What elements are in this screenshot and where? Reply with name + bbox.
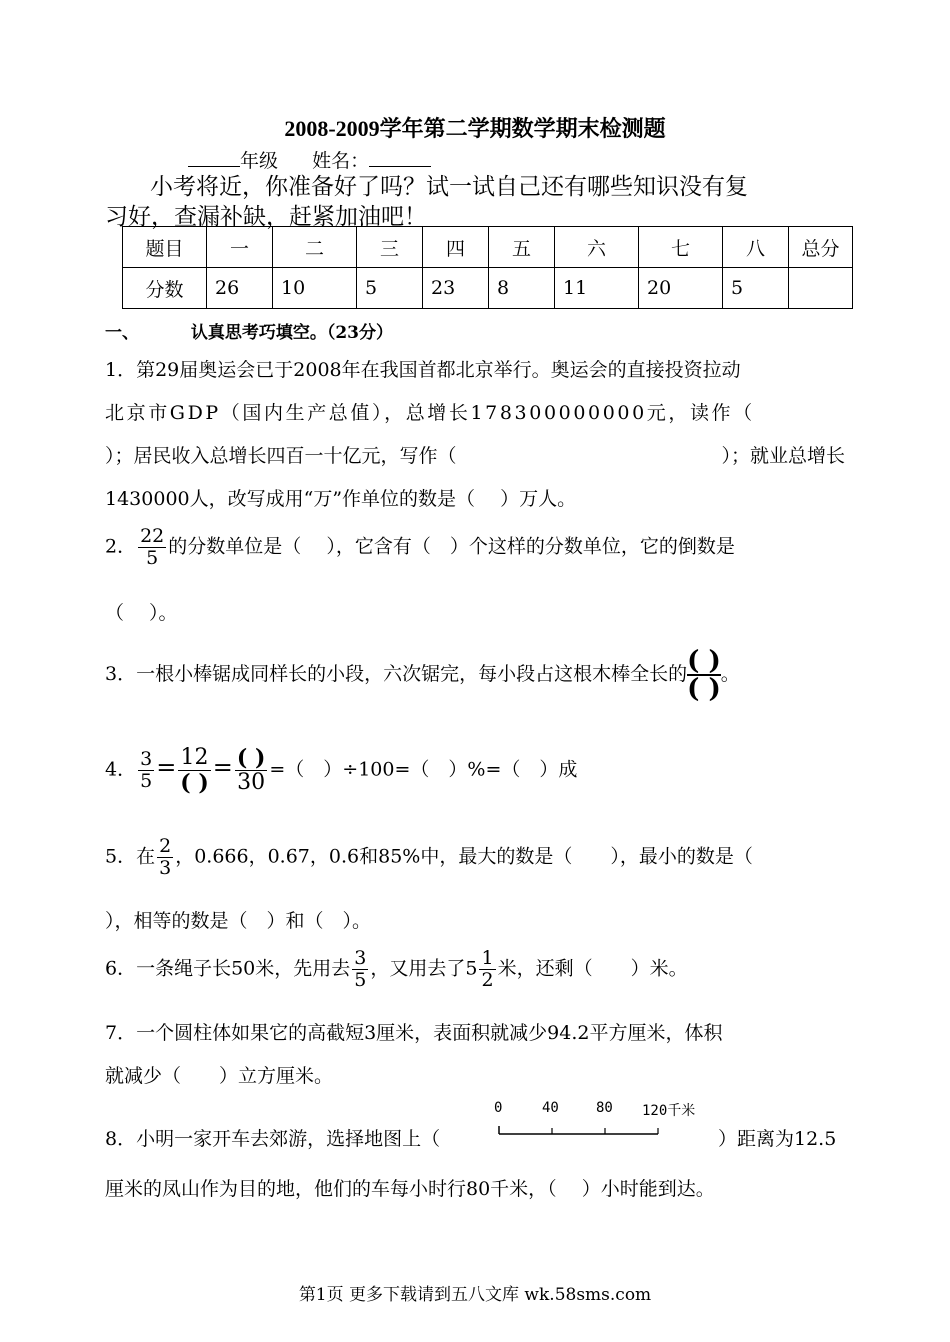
equals-sign: = — [156, 753, 177, 782]
fraction-numerator: 12 — [178, 746, 210, 771]
scale-label: 0 — [494, 1100, 503, 1116]
q1-line-2: 北京市GDP（国内生产总值），总增长178300000000元，读作（ — [105, 402, 755, 424]
scale-label: 40 — [542, 1100, 559, 1116]
fraction-numerator: 1 — [481, 947, 494, 969]
fraction-denominator[interactable]: ( ) — [180, 770, 209, 797]
q8-line-1-b: ）距离为12.5 — [718, 1128, 837, 1150]
score-table — [122, 226, 853, 309]
q5-line-2: ），相等的数是（ ）和（ ）。 — [105, 910, 372, 932]
q2-line-2: （ ）。 — [105, 602, 178, 624]
table-cell: 分数 — [123, 268, 207, 309]
q6-fraction-1 — [352, 948, 368, 991]
section-title: 认真思考巧填空。（23分） — [190, 323, 394, 343]
q6-text-b: ，又用去了5 — [370, 957, 478, 980]
q6-text-a: 6．一条绳子长50米，先用去 — [105, 957, 351, 980]
q4-fraction-3 — [235, 746, 267, 795]
table-cell: 题目 — [123, 227, 207, 268]
table-cell: 五 — [489, 227, 555, 268]
q6-text-c: 米，还剩（ ）米。 — [497, 957, 688, 980]
fraction-denominator: 2 — [481, 968, 494, 991]
table-cell: 四 — [423, 227, 489, 268]
q5-line-1 — [105, 836, 753, 879]
table-cell: 5 — [357, 268, 423, 309]
intro-line-1: 小考将近，你准备好了吗？试一试自己还有哪些知识没有复 — [150, 174, 748, 200]
q4-line — [105, 746, 577, 795]
q2-fraction — [138, 526, 166, 569]
fraction-denominator: 5 — [146, 546, 159, 569]
q8-line-2: 厘米的凤山作为目的地，他们的车每小时行80千米，（ ）小时能到达。 — [105, 1178, 715, 1200]
section-number: 一、 — [105, 323, 139, 343]
grade-label: 年级 — [240, 150, 279, 172]
q3-blank-fraction[interactable] — [687, 648, 721, 702]
fraction-numerator[interactable]: ( ) — [236, 745, 266, 771]
q3-line — [105, 648, 740, 702]
equals-sign: = — [212, 753, 233, 782]
q3-end: 。 — [720, 663, 740, 685]
q1-line-4: 1430000人，改写成用“万”作单位的数是（ ）万人。 — [105, 488, 577, 510]
intro-line-2: 习好，查漏补缺，赶紧加油吧！ — [105, 204, 427, 230]
fraction-denominator: 3 — [159, 856, 172, 879]
table-cell: 一 — [207, 227, 273, 268]
q6-fraction-2 — [479, 948, 495, 991]
name-blank[interactable] — [369, 148, 431, 167]
fraction-numerator: 2 — [159, 835, 172, 857]
page-footer: 第1页 更多下载请到五八文库 wk.58sms.com — [298, 1285, 652, 1305]
q7-line-1: 7．一个圆柱体如果它的高截短3厘米，表面积就减少94.2平方厘米，体积 — [105, 1022, 723, 1044]
fraction-denominator: 5 — [140, 770, 153, 793]
fraction-numerator: ( ) — [687, 646, 721, 676]
fraction-denominator: 5 — [354, 968, 367, 991]
table-cell: 11 — [555, 268, 639, 309]
fraction-numerator: 22 — [140, 525, 165, 547]
table-cell: 5 — [723, 268, 789, 309]
table-cell: 8 — [489, 268, 555, 309]
table-cell: 23 — [423, 268, 489, 309]
q3-text: 3．一根小棒锯成同样长的小段，六次锯完，每小段占这根木棒全长的 — [105, 663, 688, 685]
q2-line-1 — [105, 526, 735, 569]
score-table-score-row — [123, 268, 853, 309]
table-cell: 20 — [639, 268, 723, 309]
q7-line-2: 就减少（ ）立方厘米。 — [105, 1065, 334, 1087]
q4-number: 4． — [105, 758, 137, 781]
q4-rest: =（ ）÷100=（ ）%=（ ）成 — [269, 758, 578, 781]
total-score-cell[interactable] — [789, 268, 853, 309]
q5-text-a: 5．在 — [105, 845, 156, 868]
q1-line-1: 1．第29届奥运会已于2008年在我国首都北京举行。奥运会的直接投资拉动 — [105, 359, 741, 381]
fraction-denominator: ( ) — [687, 674, 721, 704]
q4-fraction-2 — [178, 746, 210, 795]
table-cell: 26 — [207, 268, 273, 309]
q1-line-3b: ）；就业总增长 — [721, 445, 845, 467]
q4-fraction-1 — [138, 749, 154, 792]
table-cell: 七 — [639, 227, 723, 268]
scale-label: 80 — [596, 1100, 613, 1116]
fraction-numerator: 3 — [140, 748, 153, 771]
table-cell: 总分 — [789, 227, 853, 268]
scale-bar — [490, 1120, 670, 1140]
scale-label: 120千米 — [642, 1103, 696, 1119]
score-table-header-row — [123, 227, 853, 268]
q8-line-1-a: 8．小明一家开车去郊游，选择地图上（ — [105, 1128, 441, 1150]
table-cell: 三 — [357, 227, 423, 268]
q1-line-3 — [105, 441, 845, 468]
fraction-numerator: 3 — [354, 947, 367, 969]
q2-text: 的分数单位是（ ），它含有（ ）个这样的分数单位，它的倒数是 — [168, 535, 735, 558]
q1-line-3a: ）；居民收入总增长四百一十亿元，写作（ — [105, 445, 457, 467]
fraction-denominator: 30 — [237, 770, 266, 796]
page-title: 2008-2009学年第二学期数学期末检测题 — [284, 116, 666, 141]
table-cell: 10 — [273, 268, 357, 309]
name-label: 姓名： — [312, 150, 370, 172]
q6-line — [105, 948, 688, 991]
q5-text-b: ，0.666，0.67，0.6和85%中，最大的数是（ ），最小的数是（ — [175, 845, 753, 868]
table-cell: 八 — [723, 227, 789, 268]
section-heading — [105, 318, 393, 343]
map-scale — [490, 1100, 730, 1140]
q2-number: 2． — [105, 535, 137, 558]
table-cell: 六 — [555, 227, 639, 268]
q5-fraction — [157, 836, 173, 879]
grade-blank[interactable] — [188, 148, 240, 167]
table-cell: 二 — [273, 227, 357, 268]
